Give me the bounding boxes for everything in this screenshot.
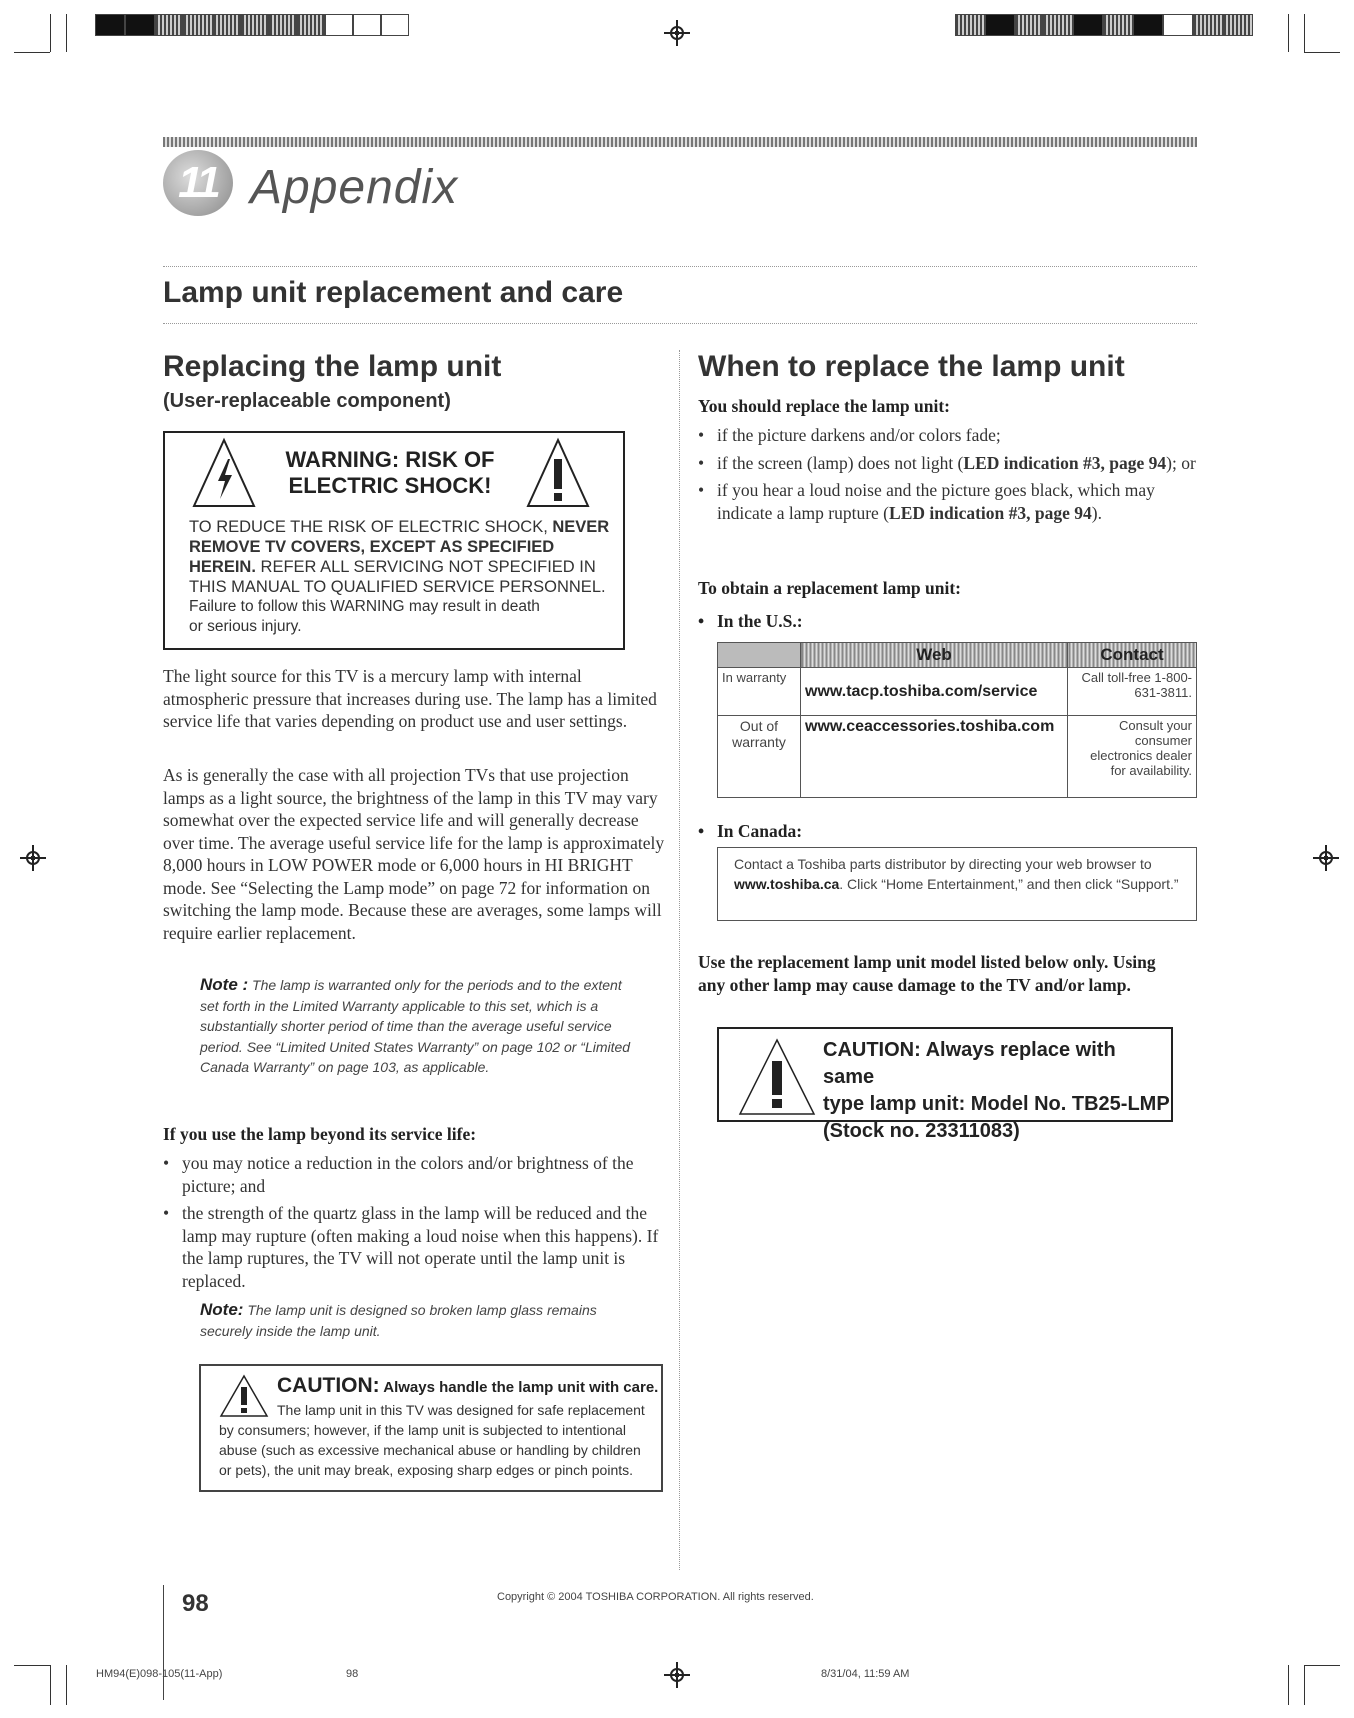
table-corner xyxy=(718,643,801,668)
crop-mark xyxy=(1288,1665,1289,1705)
paragraph-light-source: The light source for this TV is a mercury lamp with internal atmospheric pressure that increases during use. The lamp has a limited service life that varies depending on product use and user settings. xyxy=(163,666,657,731)
caution-headline-text: Always handle the lamp unit with care. xyxy=(379,1379,659,1396)
print-registration-bar-left xyxy=(95,14,409,36)
caution-headline xyxy=(277,1374,658,1398)
crop-mark xyxy=(14,1665,50,1666)
list-item: • the strength of the quartz glass in the lamp will be reduced and the lamp may rupture (often making a loud noise when this happens). If the lamp ruptures, the TV will not operate until the lamp unit is replaced. xyxy=(163,1202,663,1292)
should-replace-heading: You should replace the lamp unit: xyxy=(698,396,951,416)
left-subtitle: (User-replaceable component) xyxy=(163,390,451,412)
list-item-text: if the screen (lamp) does not light ( xyxy=(717,452,964,473)
canada-text xyxy=(734,854,1184,894)
list-item-text: if the picture darkens and/or colors fade; xyxy=(717,425,1001,445)
list-item-bold: LED indication #3, page 94 xyxy=(963,452,1167,473)
table-cell-label: In warranty xyxy=(718,668,801,716)
right-title: When to replace the lamp unit xyxy=(698,350,1125,383)
file-name: HM94(E)098-105(11-App) xyxy=(96,1668,223,1680)
caution-box-handling xyxy=(199,1364,663,1492)
table-row xyxy=(718,668,1197,716)
print-timestamp: 8/31/04, 11:59 AM xyxy=(821,1668,910,1680)
caution-model-line3: (Stock no. 23311083) xyxy=(823,1120,1020,1142)
electric-shock-warning-icon xyxy=(191,437,257,509)
canada-box xyxy=(717,847,1197,921)
note-label: Note : xyxy=(200,975,249,994)
note-label: Note: xyxy=(200,1300,244,1319)
crop-mark xyxy=(14,52,50,53)
divider xyxy=(163,266,1197,267)
list-item-text: ); or xyxy=(1166,452,1196,473)
left-title: Replacing the lamp unit xyxy=(163,350,502,383)
use-replacement-text: Use the replacement lamp unit model listed below only. Using any other lamp may cause damage to the TV and/or lamp. xyxy=(698,952,1156,995)
print-registration-bar-right xyxy=(955,14,1253,36)
warning-line5: Failure to follow this WARNING may result in death xyxy=(189,598,540,615)
should-replace-list xyxy=(698,424,1198,529)
registration-mark-icon xyxy=(20,845,46,871)
list-item-text: ). xyxy=(1091,502,1102,523)
caution-model-line1: CAUTION: Always replace with same xyxy=(823,1039,1116,1088)
chapter-rule xyxy=(163,137,1197,147)
canada-text-2: . Click “Home Entertainment,” and then click “Support.” xyxy=(839,876,1179,892)
table-cell-label: Out of warranty xyxy=(718,716,801,798)
warning-line1: TO REDUCE THE RISK OF ELECTRIC SHOCK, xyxy=(189,518,553,536)
note-text: The lamp unit is designed so broken lamp glass remains securely inside the lamp unit. xyxy=(200,1302,597,1339)
list-item: • you may notice a reduction in the colors and/or brightness of the picture; and xyxy=(163,1152,663,1197)
caution-box-model xyxy=(717,1027,1173,1142)
table-cell-web: www.ceaccessories.toshiba.com xyxy=(801,716,1068,798)
registration-mark-icon xyxy=(664,20,690,46)
caution-line3: abuse (such as excessive mechanical abuse or handling by children xyxy=(219,1442,641,1458)
table-header-web: Web xyxy=(801,643,1068,668)
list-item-bold: LED indication #3, page 94 xyxy=(889,502,1092,523)
registration-mark-icon xyxy=(1313,845,1339,871)
list-item xyxy=(698,424,1198,447)
crop-mark xyxy=(66,1665,67,1705)
caution-label: CAUTION: xyxy=(277,1374,380,1397)
canada-label-list xyxy=(698,820,998,848)
list-item xyxy=(698,479,1198,524)
caution-body xyxy=(219,1420,659,1480)
canada-text-1: Contact a Toshiba parts distributor by directing your web browser to xyxy=(734,856,1152,872)
warning-heading-line1: WARNING: RISK OF xyxy=(285,447,495,472)
table-cell-web: www.tacp.toshiba.com/service xyxy=(801,668,1068,716)
beyond-life-list xyxy=(163,1152,663,1297)
us-label-list xyxy=(698,610,998,638)
canada-url[interactable]: www.toshiba.ca xyxy=(734,876,840,892)
caution-model-text xyxy=(823,1037,1171,1145)
table-cell-contact: Call toll-free 1-800-631-3811. xyxy=(1068,668,1197,716)
warning-line4: THIS MANUAL TO QUALIFIED SERVICE PERSONNEL. xyxy=(189,578,606,596)
caution-icon xyxy=(737,1037,817,1117)
caution-model-line2: type lamp unit: Model No. TB25-LMP xyxy=(823,1093,1170,1115)
canada-label: • In Canada: xyxy=(698,820,998,843)
registration-mark-icon xyxy=(664,1662,690,1688)
section-title: Lamp unit replacement and care xyxy=(163,276,624,309)
crop-mark xyxy=(1304,1665,1305,1705)
note-broken-glass xyxy=(200,1300,640,1341)
warning-body xyxy=(189,517,619,637)
us-label: • In the U.S.: xyxy=(698,610,998,633)
crop-mark xyxy=(1304,14,1305,52)
crop-mark xyxy=(50,14,51,52)
crop-mark xyxy=(1304,1665,1340,1666)
crop-mark xyxy=(66,14,67,52)
copyright: Copyright © 2004 TOSHIBA CORPORATION. All rights reserved. xyxy=(497,1591,814,1603)
obtain-heading: To obtain a replacement lamp unit: xyxy=(698,578,962,598)
file-page: 98 xyxy=(346,1668,359,1680)
caution-line1: The lamp unit in this TV was designed for safe replacement xyxy=(277,1402,645,1418)
warning-line3: REFER ALL SERVICING NOT SPECIFIED IN xyxy=(255,558,596,576)
replacement-source-table xyxy=(717,642,1197,798)
caution-icon xyxy=(219,1374,269,1418)
caution-line4: or pets), the unit may break, exposing sharp edges or pinch points. xyxy=(219,1462,634,1478)
caution-line2: by consumers; however, if the lamp unit is subjected to intentional xyxy=(219,1422,626,1438)
warning-line3-bold: HEREIN. xyxy=(189,558,256,576)
table-cell-contact: Consult your consumer electronics dealer for availability. xyxy=(1068,716,1197,798)
list-item-text: if you hear a loud noise and the picture goes black, which may indicate a lamp rupture ( xyxy=(717,480,1155,523)
footer-rule xyxy=(163,1585,164,1700)
exclamation-warning-icon xyxy=(525,437,591,509)
note-warranty xyxy=(200,975,640,1078)
note-text: The lamp is warranted only for the periods and to the extent set forth in the Limited Warranty applicable to this set, which is a substantially shorter period of time than the average useful service period. See “Limited United States Warranty” on page 102 or “Limited Canada Warranty” on page 103, as applicable. xyxy=(200,977,631,1075)
warning-line2-bold: REMOVE TV COVERS, EXCEPT AS SPECIFIED xyxy=(189,538,555,556)
crop-mark xyxy=(50,1665,51,1705)
beyond-life-heading: If you use the lamp beyond its service life: xyxy=(163,1124,477,1144)
chapter-title: Appendix xyxy=(250,161,459,214)
crop-mark xyxy=(1288,14,1289,52)
paragraph-brightness: As is generally the case with all projection TVs that use projection lamps as a light source, the brightness of the lamp in this TV may vary somewhat over the expected service life and will generally decrease over time. The average useful service life for the lamp is approximately 8,000 hours in LOW POWER mode or 6,000 hours in HI BRIGHT mode. See “Selecting the Lamp mode” on page 72 for information on switching the lamp mode. Because these are averages, some lamps will require earlier replacement. xyxy=(163,765,665,943)
table-header-contact: Contact xyxy=(1068,643,1197,668)
warning-line6: or serious injury. xyxy=(189,618,302,635)
list-item xyxy=(698,452,1198,475)
column-divider xyxy=(679,350,681,1570)
crop-mark xyxy=(1304,52,1340,53)
page-number: 98 xyxy=(182,1590,209,1617)
warning-box xyxy=(163,431,625,650)
table-row xyxy=(718,716,1197,798)
warning-heading-line2: ELECTRIC SHOCK! xyxy=(288,473,492,498)
warning-line1-bold: NEVER xyxy=(552,518,610,536)
divider xyxy=(163,323,1197,324)
chapter-number: 11 xyxy=(178,158,218,207)
